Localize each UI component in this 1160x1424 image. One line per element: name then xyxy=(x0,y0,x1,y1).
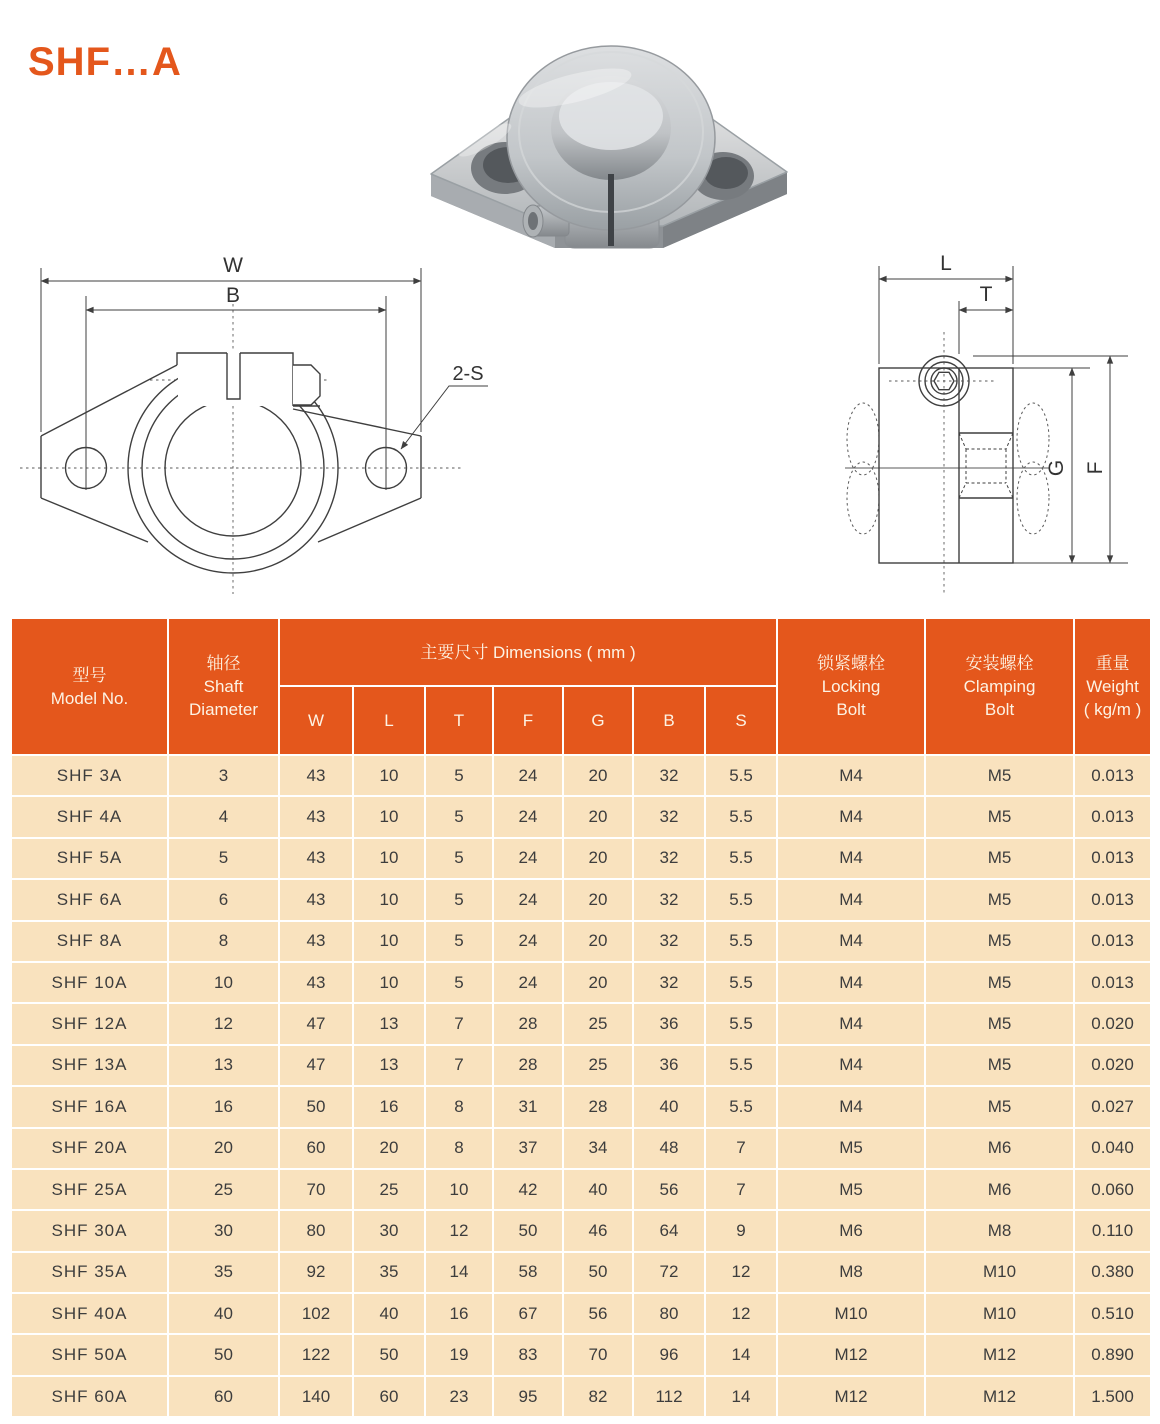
cell-weight: 0.013 xyxy=(1074,755,1151,796)
cell-s: 5.5 xyxy=(705,796,777,837)
cell-b: 32 xyxy=(633,921,705,962)
col-header-l: L xyxy=(353,686,425,755)
cell-weight: 0.013 xyxy=(1074,962,1151,1003)
cell-weight: 0.890 xyxy=(1074,1334,1151,1375)
cell-f: 95 xyxy=(493,1376,563,1417)
cell-f: 24 xyxy=(493,838,563,879)
cell-g: 20 xyxy=(563,879,633,920)
cell-g: 56 xyxy=(563,1293,633,1334)
cell-b: 112 xyxy=(633,1376,705,1417)
cell-model: SHF 4A xyxy=(11,796,168,837)
front-view-drawing xyxy=(18,246,492,610)
cell-model: SHF 8A xyxy=(11,921,168,962)
cell-w: 92 xyxy=(279,1252,353,1293)
cell-clamping: M5 xyxy=(925,921,1074,962)
cell-shaft: 10 xyxy=(168,962,279,1003)
front-dim-label-2s: 2-S xyxy=(452,363,484,385)
cell-t: 5 xyxy=(425,755,493,796)
shaft-support-photo-graphic xyxy=(415,10,807,262)
cell-b: 36 xyxy=(633,1003,705,1044)
cell-locking: M5 xyxy=(777,1169,925,1210)
cell-g: 70 xyxy=(563,1334,633,1375)
cell-f: 42 xyxy=(493,1169,563,1210)
cell-locking: M5 xyxy=(777,1128,925,1169)
cell-weight: 0.020 xyxy=(1074,1003,1151,1044)
cell-s: 14 xyxy=(705,1334,777,1375)
cell-l: 16 xyxy=(353,1086,425,1127)
cell-clamping: M5 xyxy=(925,1003,1074,1044)
cell-t: 14 xyxy=(425,1252,493,1293)
cell-t: 5 xyxy=(425,879,493,920)
table-row xyxy=(11,1045,1151,1086)
table-row xyxy=(11,962,1151,1003)
cell-b: 56 xyxy=(633,1169,705,1210)
cell-g: 20 xyxy=(563,796,633,837)
cell-locking: M4 xyxy=(777,838,925,879)
cell-l: 50 xyxy=(353,1334,425,1375)
side-centerlines xyxy=(845,332,1050,594)
cell-w: 43 xyxy=(279,796,353,837)
cell-f: 24 xyxy=(493,879,563,920)
cell-weight: 0.060 xyxy=(1074,1169,1151,1210)
cell-g: 46 xyxy=(563,1210,633,1251)
cell-s: 14 xyxy=(705,1376,777,1417)
cell-f: 24 xyxy=(493,921,563,962)
cell-l: 20 xyxy=(353,1128,425,1169)
cell-s: 5.5 xyxy=(705,1003,777,1044)
side-dim-label-g: G xyxy=(1045,459,1068,477)
cell-s: 7 xyxy=(705,1169,777,1210)
table-row xyxy=(11,755,1151,796)
cell-t: 8 xyxy=(425,1128,493,1169)
col-header-shaft-diameter: 轴径 Shaft Diameter xyxy=(168,618,279,755)
cell-clamping: M5 xyxy=(925,962,1074,1003)
cell-w: 80 xyxy=(279,1210,353,1251)
cell-f: 24 xyxy=(493,755,563,796)
col-header-locking-bolt: 锁紧螺栓 Locking Bolt xyxy=(777,618,925,755)
cell-b: 64 xyxy=(633,1210,705,1251)
col-header-t: T xyxy=(425,686,493,755)
cell-shaft: 40 xyxy=(168,1293,279,1334)
cell-l: 10 xyxy=(353,838,425,879)
cell-l: 13 xyxy=(353,1045,425,1086)
side-body xyxy=(879,356,1013,563)
cell-model: SHF 35A xyxy=(11,1252,168,1293)
cell-t: 8 xyxy=(425,1086,493,1127)
cell-shaft: 60 xyxy=(168,1376,279,1417)
cell-shaft: 50 xyxy=(168,1334,279,1375)
table-row xyxy=(11,879,1151,920)
cell-locking: M4 xyxy=(777,796,925,837)
cell-weight: 1.500 xyxy=(1074,1376,1151,1417)
cell-model: SHF 40A xyxy=(11,1293,168,1334)
cell-b: 32 xyxy=(633,838,705,879)
table-row xyxy=(11,1128,1151,1169)
cell-w: 43 xyxy=(279,962,353,1003)
cell-f: 67 xyxy=(493,1293,563,1334)
cell-weight: 0.110 xyxy=(1074,1210,1151,1251)
cell-l: 10 xyxy=(353,879,425,920)
flange-outline xyxy=(41,351,421,573)
side-dimensions xyxy=(879,266,1128,563)
cell-shaft: 5 xyxy=(168,838,279,879)
cell-b: 72 xyxy=(633,1252,705,1293)
cell-clamping: M10 xyxy=(925,1252,1074,1293)
cell-w: 70 xyxy=(279,1169,353,1210)
cell-t: 5 xyxy=(425,838,493,879)
cell-s: 5.5 xyxy=(705,921,777,962)
col-header-dimensions: 主要尺寸 Dimensions ( mm ) xyxy=(279,618,777,686)
table-row xyxy=(11,921,1151,962)
cell-g: 40 xyxy=(563,1169,633,1210)
front-view-svg xyxy=(18,246,492,610)
cell-s: 9 xyxy=(705,1210,777,1251)
col-header-g: G xyxy=(563,686,633,755)
cell-b: 36 xyxy=(633,1045,705,1086)
cell-model: SHF 6A xyxy=(11,879,168,920)
hidden-lobes xyxy=(847,403,1049,534)
cell-clamping: M5 xyxy=(925,838,1074,879)
cell-weight: 0.027 xyxy=(1074,1086,1151,1127)
cell-l: 25 xyxy=(353,1169,425,1210)
cell-b: 32 xyxy=(633,879,705,920)
cell-l: 40 xyxy=(353,1293,425,1334)
table-row xyxy=(11,796,1151,837)
side-view-svg xyxy=(845,246,1160,610)
cell-locking: M6 xyxy=(777,1210,925,1251)
cell-b: 48 xyxy=(633,1128,705,1169)
front-dim-label-b: B xyxy=(225,284,241,307)
cell-s: 5.5 xyxy=(705,962,777,1003)
cell-model: SHF 50A xyxy=(11,1334,168,1375)
cell-f: 83 xyxy=(493,1334,563,1375)
table-row xyxy=(11,1086,1151,1127)
cell-w: 43 xyxy=(279,838,353,879)
cell-locking: M4 xyxy=(777,879,925,920)
spec-table-body xyxy=(11,755,1151,1417)
col-header-weight: 重量 Weight ( kg/m ) xyxy=(1074,618,1151,755)
cell-w: 47 xyxy=(279,1003,353,1044)
cell-g: 20 xyxy=(563,755,633,796)
cell-shaft: 20 xyxy=(168,1128,279,1169)
cell-f: 24 xyxy=(493,796,563,837)
cell-model: SHF 30A xyxy=(11,1210,168,1251)
col-header-b: B xyxy=(633,686,705,755)
table-row xyxy=(11,1003,1151,1044)
cell-locking: M10 xyxy=(777,1293,925,1334)
cell-locking: M4 xyxy=(777,1086,925,1127)
cell-locking: M12 xyxy=(777,1376,925,1417)
cell-locking: M4 xyxy=(777,1003,925,1044)
cell-s: 5.5 xyxy=(705,1086,777,1127)
cell-g: 50 xyxy=(563,1252,633,1293)
cell-w: 43 xyxy=(279,755,353,796)
cell-model: SHF 25A xyxy=(11,1169,168,1210)
cell-t: 7 xyxy=(425,1045,493,1086)
cell-b: 32 xyxy=(633,796,705,837)
cell-s: 7 xyxy=(705,1128,777,1169)
cell-l: 10 xyxy=(353,796,425,837)
cell-l: 35 xyxy=(353,1252,425,1293)
cell-w: 47 xyxy=(279,1045,353,1086)
cell-w: 60 xyxy=(279,1128,353,1169)
cell-t: 5 xyxy=(425,921,493,962)
cell-weight: 0.013 xyxy=(1074,838,1151,879)
side-view-drawing xyxy=(845,246,1160,610)
spec-table xyxy=(10,617,1152,1418)
cell-model: SHF 3A xyxy=(11,755,168,796)
cell-shaft: 8 xyxy=(168,921,279,962)
cell-t: 7 xyxy=(425,1003,493,1044)
cell-b: 96 xyxy=(633,1334,705,1375)
cell-t: 23 xyxy=(425,1376,493,1417)
cell-f: 28 xyxy=(493,1003,563,1044)
table-row xyxy=(11,1334,1151,1375)
cell-f: 28 xyxy=(493,1045,563,1086)
cell-model: SHF 10A xyxy=(11,962,168,1003)
cell-b: 80 xyxy=(633,1293,705,1334)
cell-l: 10 xyxy=(353,921,425,962)
cell-shaft: 6 xyxy=(168,879,279,920)
cell-weight: 0.510 xyxy=(1074,1293,1151,1334)
cell-locking: M8 xyxy=(777,1252,925,1293)
front-dim-label-w: W xyxy=(223,254,243,277)
col-header-f: F xyxy=(493,686,563,755)
cell-t: 5 xyxy=(425,796,493,837)
cell-t: 12 xyxy=(425,1210,493,1251)
cell-l: 60 xyxy=(353,1376,425,1417)
cell-f: 58 xyxy=(493,1252,563,1293)
table-row xyxy=(11,1169,1151,1210)
cell-locking: M4 xyxy=(777,755,925,796)
cell-clamping: M5 xyxy=(925,796,1074,837)
cell-w: 50 xyxy=(279,1086,353,1127)
table-row xyxy=(11,1293,1151,1334)
cell-g: 28 xyxy=(563,1086,633,1127)
col-header-w: W xyxy=(279,686,353,755)
cell-weight: 0.013 xyxy=(1074,796,1151,837)
cell-model: SHF 60A xyxy=(11,1376,168,1417)
cell-shaft: 16 xyxy=(168,1086,279,1127)
cell-shaft: 3 xyxy=(168,755,279,796)
cell-b: 40 xyxy=(633,1086,705,1127)
table-row xyxy=(11,838,1151,879)
cell-model: SHF 5A xyxy=(11,838,168,879)
cell-clamping: M5 xyxy=(925,1086,1074,1127)
thread-relief xyxy=(959,433,1013,498)
cell-clamping: M12 xyxy=(925,1334,1074,1375)
cell-weight: 0.013 xyxy=(1074,879,1151,920)
cell-g: 20 xyxy=(563,962,633,1003)
cell-locking: M4 xyxy=(777,921,925,962)
cell-shaft: 12 xyxy=(168,1003,279,1044)
cell-model: SHF 16A xyxy=(11,1086,168,1127)
cell-g: 20 xyxy=(563,838,633,879)
cell-clamping: M5 xyxy=(925,879,1074,920)
cell-w: 43 xyxy=(279,879,353,920)
cell-g: 25 xyxy=(563,1003,633,1044)
cell-shaft: 35 xyxy=(168,1252,279,1293)
col-header-clamping-bolt: 安装螺栓 Clamping Bolt xyxy=(925,618,1074,755)
cell-model: SHF 20A xyxy=(11,1128,168,1169)
cell-clamping: M5 xyxy=(925,1045,1074,1086)
cell-clamping: M12 xyxy=(925,1376,1074,1417)
cell-g: 82 xyxy=(563,1376,633,1417)
cell-clamping: M8 xyxy=(925,1210,1074,1251)
cell-clamping: M6 xyxy=(925,1128,1074,1169)
cell-f: 31 xyxy=(493,1086,563,1127)
cell-g: 25 xyxy=(563,1045,633,1086)
cell-weight: 0.380 xyxy=(1074,1252,1151,1293)
cell-shaft: 4 xyxy=(168,796,279,837)
col-header-s: S xyxy=(705,686,777,755)
cell-f: 24 xyxy=(493,962,563,1003)
cell-f: 37 xyxy=(493,1128,563,1169)
table-row xyxy=(11,1376,1151,1417)
cell-clamping: M6 xyxy=(925,1169,1074,1210)
cell-l: 10 xyxy=(353,962,425,1003)
cell-t: 19 xyxy=(425,1334,493,1375)
cell-s: 5.5 xyxy=(705,838,777,879)
cell-shaft: 13 xyxy=(168,1045,279,1086)
cell-clamping: M10 xyxy=(925,1293,1074,1334)
cell-s: 5.5 xyxy=(705,879,777,920)
cell-g: 34 xyxy=(563,1128,633,1169)
cell-g: 20 xyxy=(563,921,633,962)
table-row xyxy=(11,1252,1151,1293)
cell-weight: 0.013 xyxy=(1074,921,1151,962)
cell-shaft: 30 xyxy=(168,1210,279,1251)
cell-s: 5.5 xyxy=(705,755,777,796)
cell-weight: 0.040 xyxy=(1074,1128,1151,1169)
cell-f: 50 xyxy=(493,1210,563,1251)
cell-l: 10 xyxy=(353,755,425,796)
cell-b: 32 xyxy=(633,962,705,1003)
cell-shaft: 25 xyxy=(168,1169,279,1210)
cell-l: 30 xyxy=(353,1210,425,1251)
side-dim-label-l: L xyxy=(940,252,952,275)
cell-s: 12 xyxy=(705,1252,777,1293)
cell-locking: M12 xyxy=(777,1334,925,1375)
cell-model: SHF 12A xyxy=(11,1003,168,1044)
cell-w: 102 xyxy=(279,1293,353,1334)
cell-clamping: M5 xyxy=(925,755,1074,796)
cell-locking: M4 xyxy=(777,962,925,1003)
side-dim-label-f: F xyxy=(1084,461,1107,475)
cell-t: 10 xyxy=(425,1169,493,1210)
cell-model: SHF 13A xyxy=(11,1045,168,1086)
cell-s: 12 xyxy=(705,1293,777,1334)
product-photo xyxy=(415,10,807,262)
cell-t: 16 xyxy=(425,1293,493,1334)
cell-weight: 0.020 xyxy=(1074,1045,1151,1086)
cell-t: 5 xyxy=(425,962,493,1003)
cell-locking: M4 xyxy=(777,1045,925,1086)
col-header-model: 型号 Model No. xyxy=(11,618,168,755)
front-centerlines xyxy=(20,304,464,594)
side-dim-label-t: T xyxy=(979,283,993,306)
cell-w: 122 xyxy=(279,1334,353,1375)
page-title: SHF…A xyxy=(28,40,182,84)
cell-b: 32 xyxy=(633,755,705,796)
cell-w: 43 xyxy=(279,921,353,962)
cell-w: 140 xyxy=(279,1376,353,1417)
cell-s: 5.5 xyxy=(705,1045,777,1086)
cell-l: 13 xyxy=(353,1003,425,1044)
table-row xyxy=(11,1210,1151,1251)
